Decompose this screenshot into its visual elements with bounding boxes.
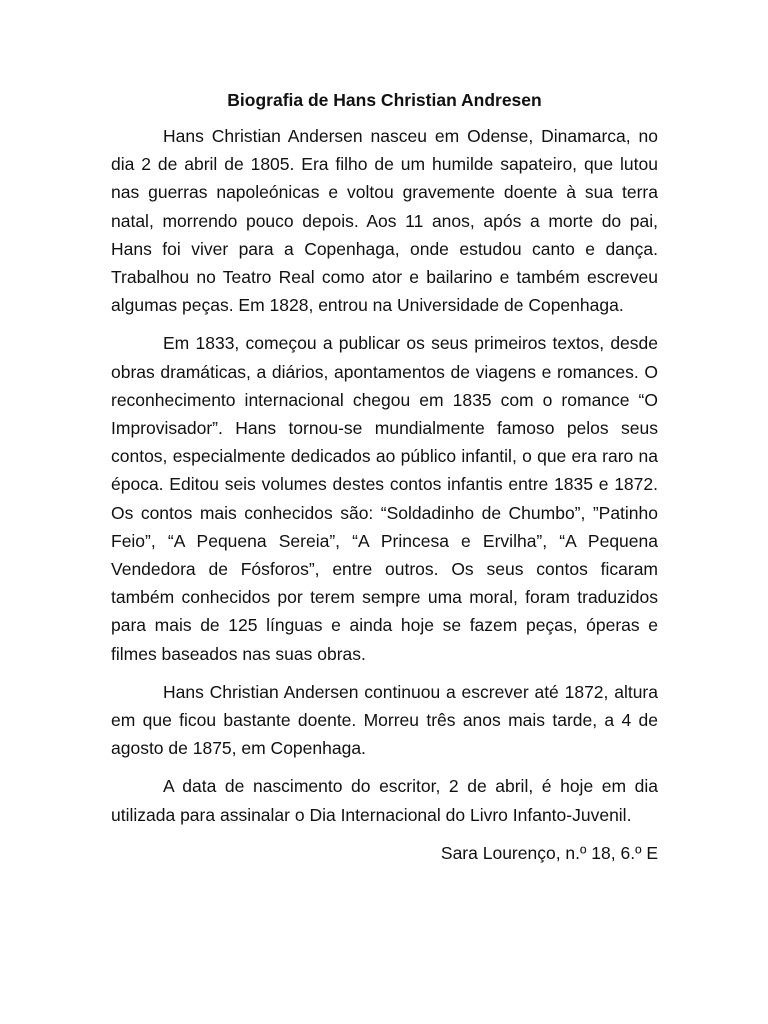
paragraph-1: Hans Christian Andersen nasceu em Odense, Dinamarca, no dia 2 de abril de 1805. Era filho de um humilde sapateiro, que lutou nas guerras napoleónicas e voltou gravemente doente à sua terra natal, morrendo pouco depois. Aos 11 anos, após a morte do pai, Hans foi viver para a Copenhaga, onde estudou canto e dança. Trabalhou no Teatro Real como ator e bailarino e também escreveu algumas peças. Em 1828, entrou na Universidade de Copenhaga. — [111, 126, 658, 316]
paragraph-4: A data de nascimento do escritor, 2 de abril, é hoje em dia utilizada para assinalar o Dia Internacional do Livro Infanto-Juvenil. — [111, 776, 658, 825]
document-title: Biografia de Hans Christian Andresen — [227, 90, 542, 110]
author-signature: Sara Lourenço, n.º 18, 6.º E — [440, 842, 658, 863]
paragraph-2: Em 1833, começou a publicar os seus primeiros textos, desde obras dramáticas, a diários, apontamentos de viagens e romances. O reconhecimento internacional chegou em 1835 com o romance “O Improvisador”. Hans tornou-se mundialmente famoso pelos seus contos, especialmente dedicados ao público infantil, o que era raro na época. Editou seis volumes destes contos infantis entre 1835 e 1872. Os contos mais conhecidos são: “Soldadinho de Chumbo”, ”Patinho Feio”, “A Pequena Sereia”, “A Princesa e Ervilha”, “A Pequena Vendedora de Fósforos”, entre outros. Os seus contos ficaram também conhecidos por terem sempre uma moral, foram traduzidos para mais de 125 línguas e ainda hoje se fazem peças, óperas e filmes baseados nas suas obras. — [111, 333, 658, 664]
paragraph-3: Hans Christian Andersen continuou a escrever até 1872, altura em que ficou bastante doente. Morreu três anos mais tarde, a 4 de agosto de 1875, em Copenhaga. — [111, 681, 658, 759]
document-body — [111, 84, 658, 867]
